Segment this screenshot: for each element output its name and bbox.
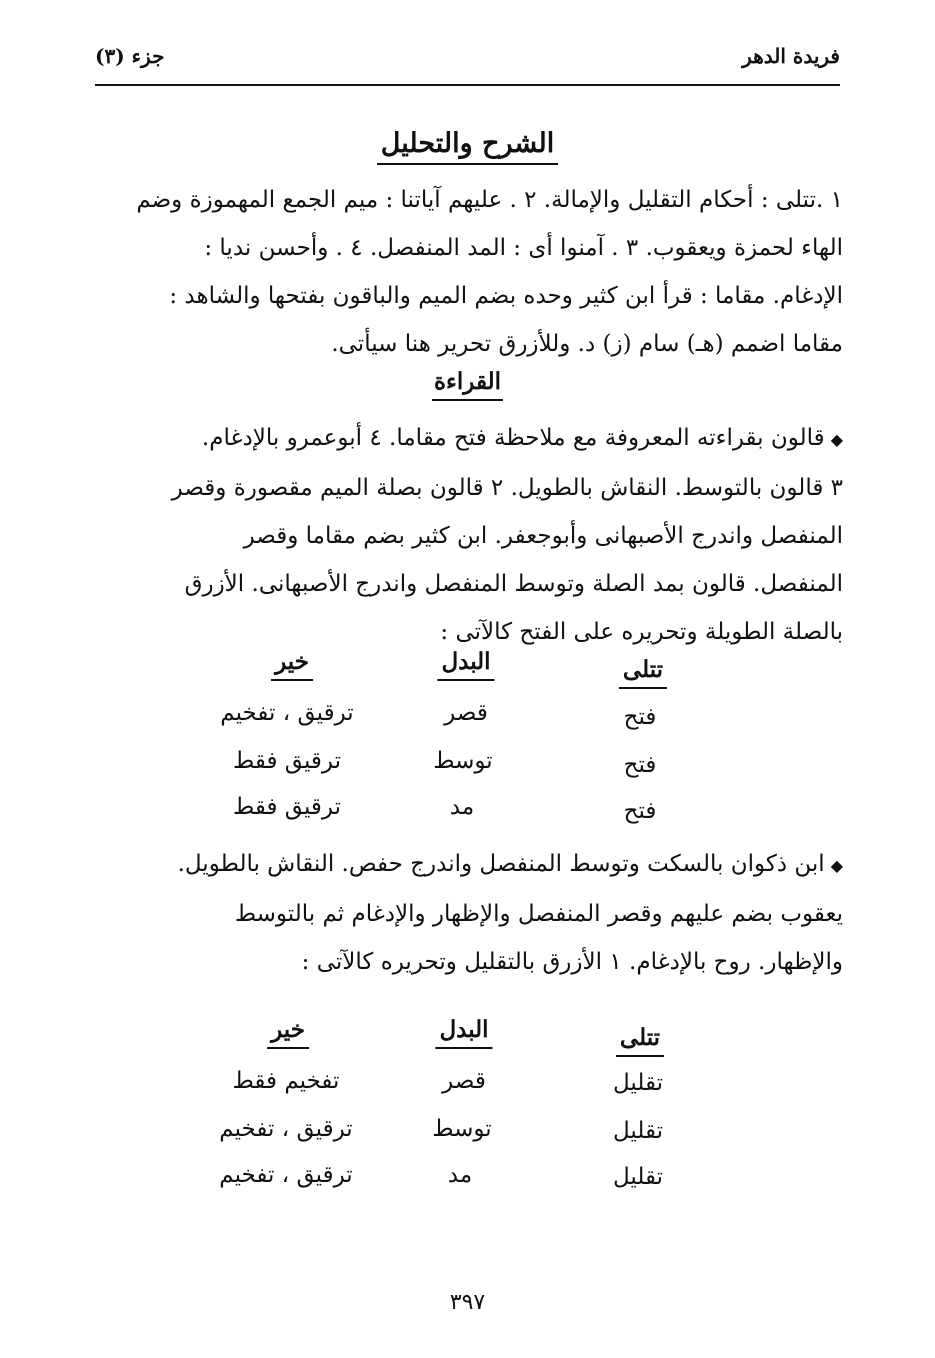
table-header-badal: البدل: [439, 1016, 489, 1043]
table-cell: مد: [449, 794, 475, 820]
table-cell: توسط: [432, 1116, 492, 1142]
reading-line: بالصلة الطويلة وتحريره على الفتح كالآتى :: [440, 619, 843, 645]
reading-line: المنفصل واندرج الأصبهانى وأبوجعفر. ابن كثير بضم مقاما وقصر: [243, 523, 843, 549]
table-header-khair: خير: [271, 1016, 305, 1043]
part-number: جزء (٣): [95, 44, 165, 68]
explanation-paragraph: [92, 176, 843, 368]
explanation-line: الإدغام. مقاما : قرأ ابن كثير وحده بضم الميم والباقون بفتحها والشاهد :: [169, 283, 843, 309]
table-cell: ترقيق ، تفخيم: [219, 1162, 353, 1188]
explanation-line: الهاء لحمزة ويعقوب. ٣ . آمنوا أى : المد المنفصل. ٤ . وأحسن نديا :: [204, 235, 843, 261]
table-cell: فتح: [623, 798, 657, 824]
table-cell: ترقيق فقط: [233, 794, 341, 820]
table-header-khair: خير: [275, 648, 309, 675]
table-header-tatla: تتلى: [622, 656, 664, 683]
table-cell: ترقيق ، تفخيم: [220, 700, 354, 726]
table-cell: تفخيم فقط: [232, 1068, 340, 1094]
table-cell: قصر: [442, 1068, 486, 1094]
book-title: فريدة الدهر: [742, 44, 840, 68]
table-cell: ترقيق فقط: [233, 748, 341, 774]
reading-line: المنفصل. قالون بمد الصلة وتوسط المنفصل واندرج الأصبهانى. الأزرق: [184, 571, 843, 597]
table-cell: تقليل: [612, 1070, 664, 1096]
reading-line: [92, 414, 843, 464]
table-header-badal: البدل: [441, 648, 491, 675]
page-number: ٣٩٧: [449, 1290, 486, 1315]
table-header-tatla: تتلى: [619, 1024, 661, 1051]
diamond-bullet-icon: ◆: [830, 430, 843, 449]
section-title: [0, 128, 935, 159]
reading-line: والإظهار. روح بالإدغام. ١ الأزرق بالتقليل وتحريره كالآتى :: [301, 949, 843, 975]
reading-line: [92, 840, 843, 890]
reading-title-text: القراءة: [432, 368, 503, 401]
reading-title: [0, 368, 935, 395]
reading-line-text: قالون بقراءته المعروفة مع ملاحظة فتح مقاما. ٤ أبوعمرو بالإدغام.: [201, 425, 825, 451]
table-cell: ترقيق ، تفخيم: [219, 1116, 353, 1142]
explanation-line: ١ .تتلى : أحكام التقليل والإمالة. ٢ . عليهم آياتنا : ميم الجمع المهموزة وضم: [136, 187, 843, 213]
reading-paragraph-1: [92, 414, 843, 656]
diamond-bullet-icon: ◆: [830, 856, 843, 875]
table-cell: فتح: [623, 704, 657, 730]
reading-line-text: ابن ذكوان بالسكت وتوسط المنفصل واندرج حفص. النقاش بالطويل.: [177, 851, 825, 877]
table-cell: تقليل: [612, 1164, 664, 1190]
table-cell: تقليل: [612, 1118, 664, 1144]
explanation-line: مقاما اضمم (هـ) سام (ز) د. وللأزرق تحرير هنا سيأتى.: [331, 331, 843, 357]
table-cell: قصر: [444, 700, 488, 726]
reading-line: يعقوب بضم عليهم وقصر المنفصل والإظهار والإدغام ثم بالتوسط: [234, 901, 843, 927]
table-cell: مد: [447, 1162, 473, 1188]
table-cell: فتح: [623, 752, 657, 778]
table-cell: توسط: [433, 748, 493, 774]
reading-paragraph-2: [92, 840, 843, 986]
reading-line: ٣ قالون بالتوسط. النقاش بالطويل. ٢ قالون بصلة الميم مقصورة وقصر: [171, 475, 843, 501]
section-title-text: الشرح والتحليل: [377, 128, 558, 165]
running-header: [95, 40, 840, 86]
